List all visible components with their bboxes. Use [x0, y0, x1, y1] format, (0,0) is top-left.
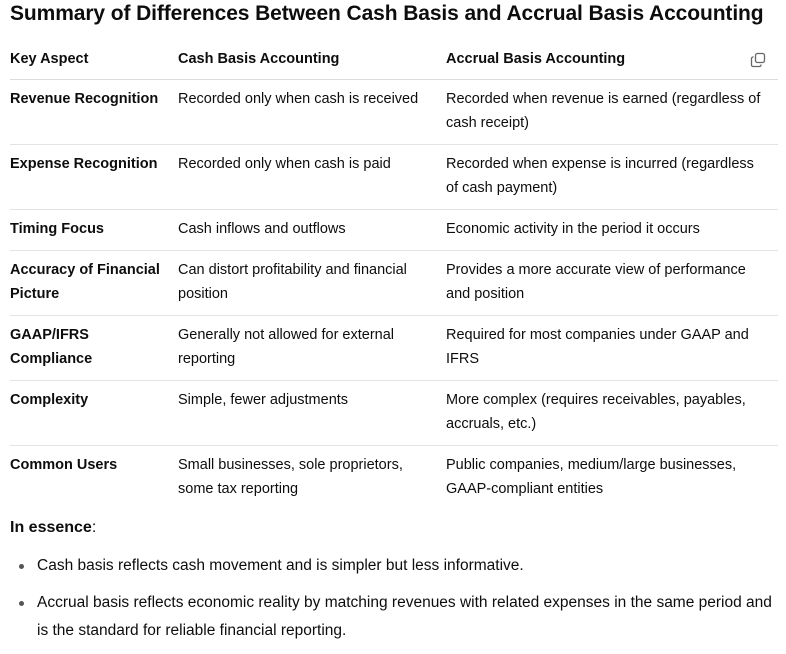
row-accrual-value: Recorded when revenue is earned (regardless of cash receipt) — [446, 90, 761, 131]
table-row — [10, 445, 778, 510]
table-row — [10, 209, 778, 250]
summary-list — [10, 552, 778, 654]
row-key: Common Users — [10, 456, 118, 473]
row-cash-value: Generally not allowed for external reporting — [178, 326, 395, 367]
row-key: Timing Focus — [10, 220, 104, 237]
row-cash-value: Cash inflows and outflows — [178, 220, 346, 237]
row-cash-value: Recorded only when cash is paid — [178, 155, 391, 172]
summary-lead-text: In essence — [10, 519, 92, 536]
row-cash-value: Simple, fewer adjustments — [178, 391, 349, 408]
row-cash-value: Small businesses, sole proprietors, some tax reporting — [178, 456, 403, 497]
row-cash-value: Recorded only when cash is received — [178, 90, 419, 107]
table-row — [10, 79, 778, 144]
table-row — [10, 144, 778, 209]
table-row — [10, 380, 778, 445]
row-accrual-value: Provides a more accurate view of performance and position — [446, 261, 746, 302]
row-accrual-value: Economic activity in the period it occurs — [446, 220, 700, 237]
row-key: GAAP/IFRS Compliance — [10, 326, 93, 367]
summary-lead-colon: : — [91, 519, 97, 536]
row-accrual-value: Public companies, medium/large businesses, GAAP-compliant entities — [446, 456, 737, 497]
row-accrual-value: More complex (requires receivables, payables, accruals, etc.) — [446, 391, 746, 432]
summary-lead — [10, 519, 96, 537]
row-accrual-value: Required for most companies under GAAP and IFRS — [446, 326, 749, 367]
row-key: Expense Recognition — [10, 155, 158, 172]
table-header-row — [10, 40, 778, 79]
copy-icon[interactable] — [750, 52, 766, 68]
header-accrual-basis: Accrual Basis Accounting — [446, 51, 626, 67]
row-key: Accuracy of Financial Picture — [10, 261, 160, 302]
comparison-table — [10, 40, 778, 510]
table-row — [10, 315, 778, 380]
list-item: Cash basis reflects cash movement and is simpler but less informative. — [10, 552, 778, 580]
list-item: Accrual basis reflects economic reality by matching revenues with related expenses in the same period and is the standard for reliable financial reporting. — [10, 589, 778, 645]
row-key: Complexity — [10, 391, 89, 408]
table-row — [10, 250, 778, 315]
row-accrual-value: Recorded when expense is incurred (regardless of cash payment) — [446, 155, 754, 196]
page-title: Summary of Differences Between Cash Basis and Accrual Basis Accounting — [10, 2, 764, 25]
row-cash-value: Can distort profitability and financial position — [178, 261, 407, 302]
header-cash-basis: Cash Basis Accounting — [178, 51, 340, 67]
comparison-table-container — [10, 40, 778, 510]
header-key-aspect: Key Aspect — [10, 51, 89, 67]
row-key: Revenue Recognition — [10, 90, 159, 107]
